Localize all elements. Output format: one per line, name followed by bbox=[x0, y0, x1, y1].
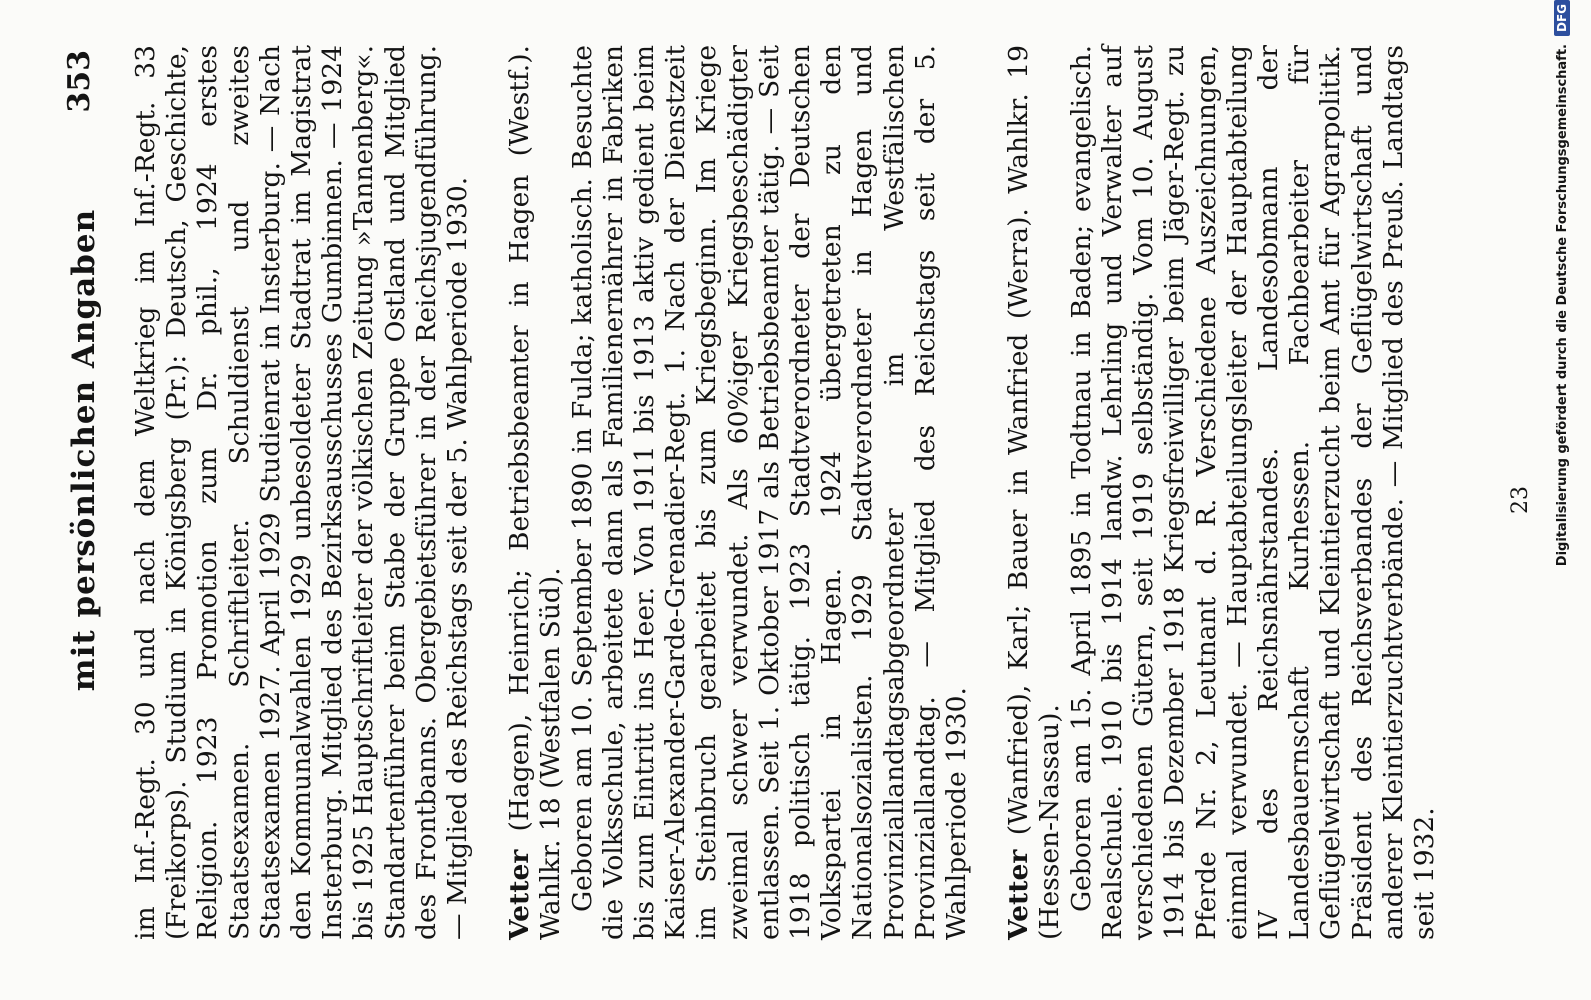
digitization-credit bbox=[1548, 0, 1576, 1000]
entry-paragraph: Geboren am 15. April 1895 in Todtnau in Baden; evangelisch. Realschule. 1910 bis 1914 landw. Lehrling und Verwalter auf verschiedenen Gütern, seit 1919 selbständig. Vom 10. August 1914 bis Dezember 1918 Kriegsfreiwilliger beim Jäger-Regt. zu Pferde Nr. 2, Leutnant d. R. Verschiedene Auszeichnungen, einmal verwundet. — Hauptabteilungsleiter der Hauptabteilung IV des Reichsnährstandes. Landesobmann der Landesbauernschaft Kurhessen. Fachbearbeiter für Geflügelwirtschaft und Kleintierzucht beim Amt für Agrarpolitik. Präsident des Reichsverbandes der Geflügelwirtschaft und anderer Kleintierzuchtverbände. — Mitglied des Preuß. Landtags seit 1932. bbox=[1065, 45, 1440, 940]
running-title: mit persönlichen Angaben bbox=[66, 208, 102, 692]
entry-heading-text: (Wanfried), Karl; Bauer in Wanfried (Werra). Wahlkr. 19 (Hessen-Nassau). bbox=[1003, 45, 1066, 940]
entry-heading-text: (Hagen), Heinrich; Betriebsbeamter in Hagen (Westf.). Wahlkr. 18 (Westfalen Süd). bbox=[504, 45, 567, 940]
biography-entry bbox=[504, 45, 972, 940]
page-number: 353 bbox=[62, 50, 97, 113]
digitization-note: Digitalisierung gefördert durch die Deutsche Forschungsgemeinschaft. bbox=[1554, 44, 1570, 567]
signature-mark: 23 bbox=[1508, 486, 1533, 514]
entry-continued bbox=[130, 45, 473, 940]
entry-paragraph: Geboren am 10. September 1890 in Fulda; katholisch. Besuchte die Volksschule, arbeitete dann als Familienernährer in Fabriken bis zum Eintritt ins Heer. Von 1911 bis 1913 aktiv gedient beim Kaiser-Alexander-Garde-Grenadier-Regt. 1. Nach der Dienstzeit im Steinbruch gearbeitet bis zum Kriegsbeginn. Im Kriege zweimal schwer verwundet. Als 60%iger Kriegsbeschädigter entlassen. Seit 1. Oktober 1917 als Betriebsbeamter tätig. — Seit 1918 politisch tätig. 1923 Stadtverordneter der Deutschen Volkspartei in Hagen. 1924 übergetreten zu den Nationalsozialisten. 1929 Stadtverordneter in Hagen und Provinziallandtagsabgeordneter im Westfälischen Provinziallandtag. — Mitglied des Reichstags seit der 5. Wahlperiode 1930. bbox=[566, 45, 973, 940]
running-header bbox=[60, 50, 110, 850]
page-body bbox=[130, 45, 1440, 940]
entry-paragraph: im Inf.-Regt. 30 und nach dem Weltkrieg im Inf.-Regt. 33 (Freikorps). Studium in Königsberg (Pr.): Deutsch, Geschichte, Religion. 1923 Promotion zum Dr. phil., 1924 erstes Staatsexamen. Schriftleiter. Schuldienst und zweites Staatsexamen 1927. April 1929 Studienrat in Insterburg. — Nach den Kommunalwahlen 1929 unbesoldeter Stadtrat im Magistrat Insterburg. Mitglied des Bezirksausschusses Gumbinnen. — 1924 bis 1925 Hauptschriftleiter der völkischen Zeitung »Tannenberg«. Standartenführer beim Stabe der Gruppe Ostland und Mitglied des Frontbanns. Obergebietsführer in der Reichsjugendführung. — Mitglied des Reichstags seit der 5. Wahlperiode 1930. bbox=[130, 45, 474, 940]
dfg-logo: DFG bbox=[1554, 0, 1570, 36]
entry-name: Vetter bbox=[1003, 849, 1035, 940]
entry-heading bbox=[1003, 45, 1065, 940]
biography-entry bbox=[1003, 45, 1440, 940]
entry-heading bbox=[504, 45, 566, 940]
entry-name: Vetter bbox=[504, 849, 536, 940]
